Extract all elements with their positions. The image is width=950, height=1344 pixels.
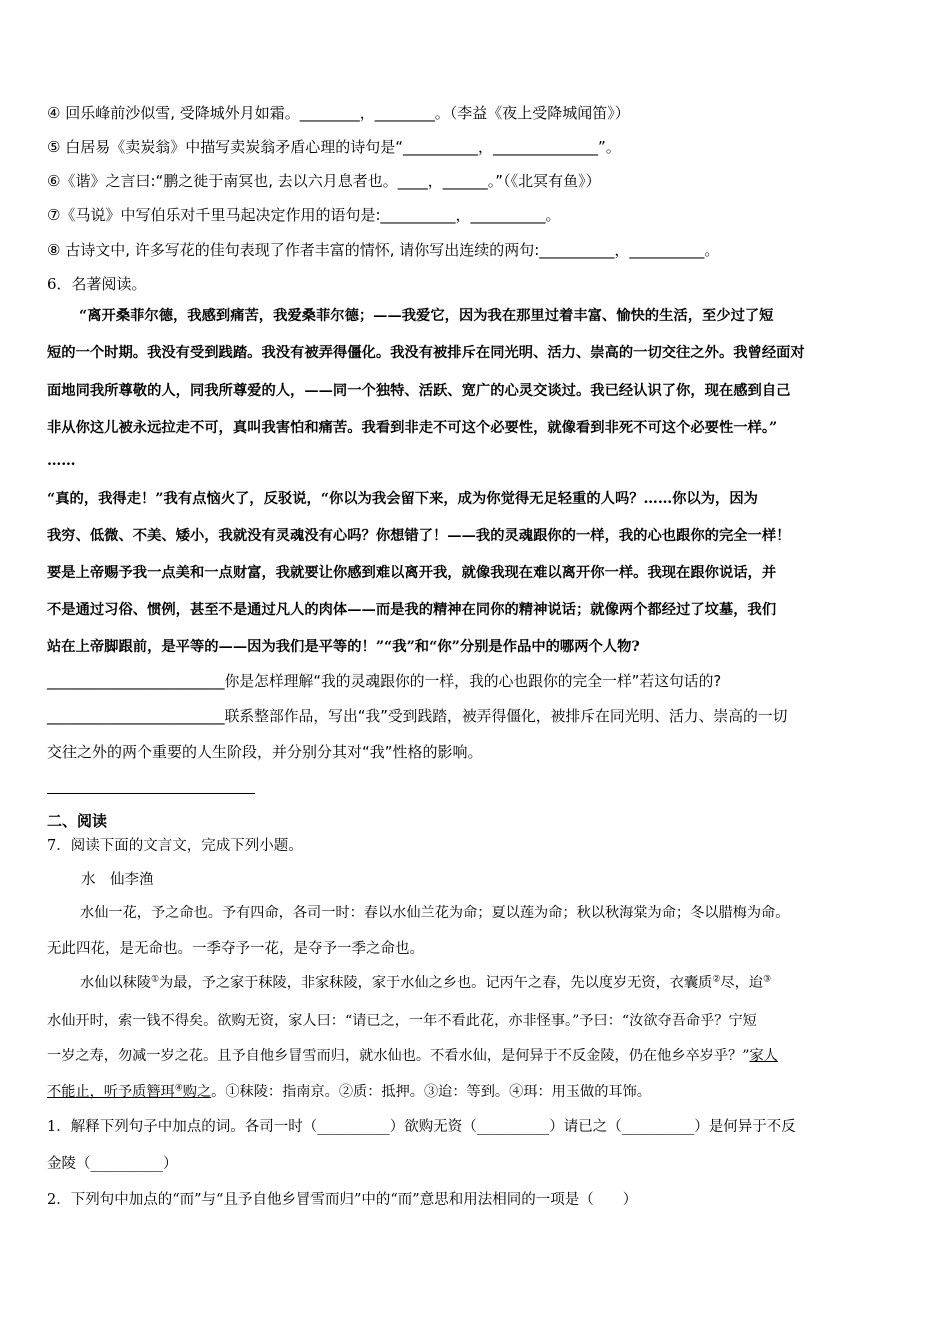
classical-passage-line: 水仙开时，索一钱不得矣。欲购无资，家人曰：“请已之，一年不看此花，亦非怪事。”予曰：“汝欲夺吾命乎？宁短: [47, 1013, 757, 1029]
q6-subquestion-3: ________________________联系整部作品，写出“我”受到践踏，被弄得僵化，被排斥在同光明、活力、崇高的一切: [47, 708, 788, 725]
q6-subquestion-3-cont: 交往之外的两个重要的人生阶段，并分别分其对“我”性格的影响。: [47, 743, 483, 761]
classical-passage-line: 水仙一花，予之命也。予有四命，各司一时：春以水仙兰花为命；夏以莲为命；秋以秋海棠为命；冬以腊梅为命。: [80, 905, 790, 921]
q6-passage-line: 不是通过习俗、惯例，甚至不是通过凡人的肉体——而是我的精神在同你的精神说话；就像两个都经过了坟墓，我们: [47, 602, 777, 618]
question-2: 2．下列句中加点的“而”与“且予自他乡冒雪而归”中的“而”意思和用法相同的一项是（ ）: [47, 1192, 638, 1208]
q6-passage-line: “真的，我得走！”我有点恼火了，反驳说，“你以为我会留下来，成为你觉得无足轻重的人吗？……你以为，因为: [47, 491, 758, 507]
q6-passage-ellipsis: ……: [47, 453, 76, 469]
q6-passage-line: 要是上帝赐予我一点美和一点财富，我就要让你感到难以离开我，就像我现在难以离开你一样。我现在跟你说话，并: [47, 565, 777, 581]
question-1: 1．解释下列句子中加点的词。各司一时（__________）欲购无资（__________）请已之（__________）是何异于不反: [47, 1119, 796, 1135]
poem-item-4: ④ 回乐峰前沙似雪, 受降城外月如霜。________，________。（李益《夜上受降城闻笛》）: [47, 104, 630, 122]
q6-passage-line: 我穷、低微、不美、矮小，我就没有灵魂没有心吗？你想错了！——我的灵魂跟你的一样，我的心也跟你的完全一样！: [47, 528, 791, 544]
q6-heading: 6．名著阅读。: [47, 275, 147, 293]
classical-passage-line: 不能止，听予质簪珥④购之。①秣陵：指南京。②质：抵押。③迨：等到。④珥：用玉做的耳饰。: [47, 1083, 651, 1100]
q6-passage-line: 面地同我所尊敬的人，同我所尊爱的人，——同一个独特、活跃、宽广的心灵交谈过。我已经认识了你，现在感到自己: [47, 383, 791, 399]
answer-blank-line: [47, 793, 255, 794]
poem-item-6: ⑥《谐》之言曰:“鹏之徙于南冥也, 去以六月息者也。____，______。”（《北冥有鱼》）: [47, 172, 601, 190]
passage-title: 水 仙李渔: [81, 872, 154, 888]
q6-passage-line: 非从你这儿被永远拉走不可，真叫我害怕和痛苦。我看到非走不可这个必要性，就像看到非死不可这个必要性一样。”: [47, 420, 778, 436]
q6-subquestion-2: ________________________你是怎样理解“我的灵魂跟你的一样，我的心也跟你的完全一样”若这句话的?: [47, 673, 722, 690]
q6-passage-line: “离开桑菲尔德，我感到痛苦，我爱桑菲尔德；——我爱它，因为我在那里过着丰富、愉快的生活，至少过了短: [79, 308, 774, 324]
section-heading: 二、阅读: [47, 812, 108, 830]
poem-item-8: ⑧ 古诗文中, 许多写花的佳句表现了作者丰富的情怀, 请你写出连续的两句:__________，__________。: [47, 241, 720, 259]
q6-passage-line: 站在上帝脚跟前，是平等的——因为我们是平等的！”“我”和“你”分别是作品中的哪两个人物?: [47, 639, 640, 655]
poem-item-5: ⑤ 白居易《卖炭翁》中描写卖炭翁矛盾心理的诗句是“__________，______________”。: [47, 138, 621, 156]
q6-passage-line: 短的一个时期。我没有受到践踏。我没有被弄得僵化。我没有被排斥在同光明、活力、崇高的一切交往之外。我曾经面对: [47, 345, 805, 361]
classical-passage-line: 无此四花，是无命也。一季夺予一花，是夺予一季之命也。: [47, 941, 424, 957]
q7-heading: 7．阅读下面的文言文，完成下列小题。: [47, 838, 303, 854]
question-1-cont: 金陵（__________）: [47, 1156, 178, 1172]
classical-passage-line: 水仙以秣陵①为最，予之家于秣陵，非家秣陵，家于水仙之乡也。记丙午之春，先以度岁无资，衣囊质②尽，迨③: [80, 974, 772, 991]
poem-item-7: ⑦《马说》中写伯乐对千里马起决定作用的语句是:__________，__________。: [47, 206, 561, 224]
classical-passage-line: 一岁之寿，勿减一岁之花。且予自他乡冒雪而归，就水仙也。不看水仙，是何异于不反金陵，仍在他乡卒岁乎？”家人: [47, 1048, 778, 1064]
